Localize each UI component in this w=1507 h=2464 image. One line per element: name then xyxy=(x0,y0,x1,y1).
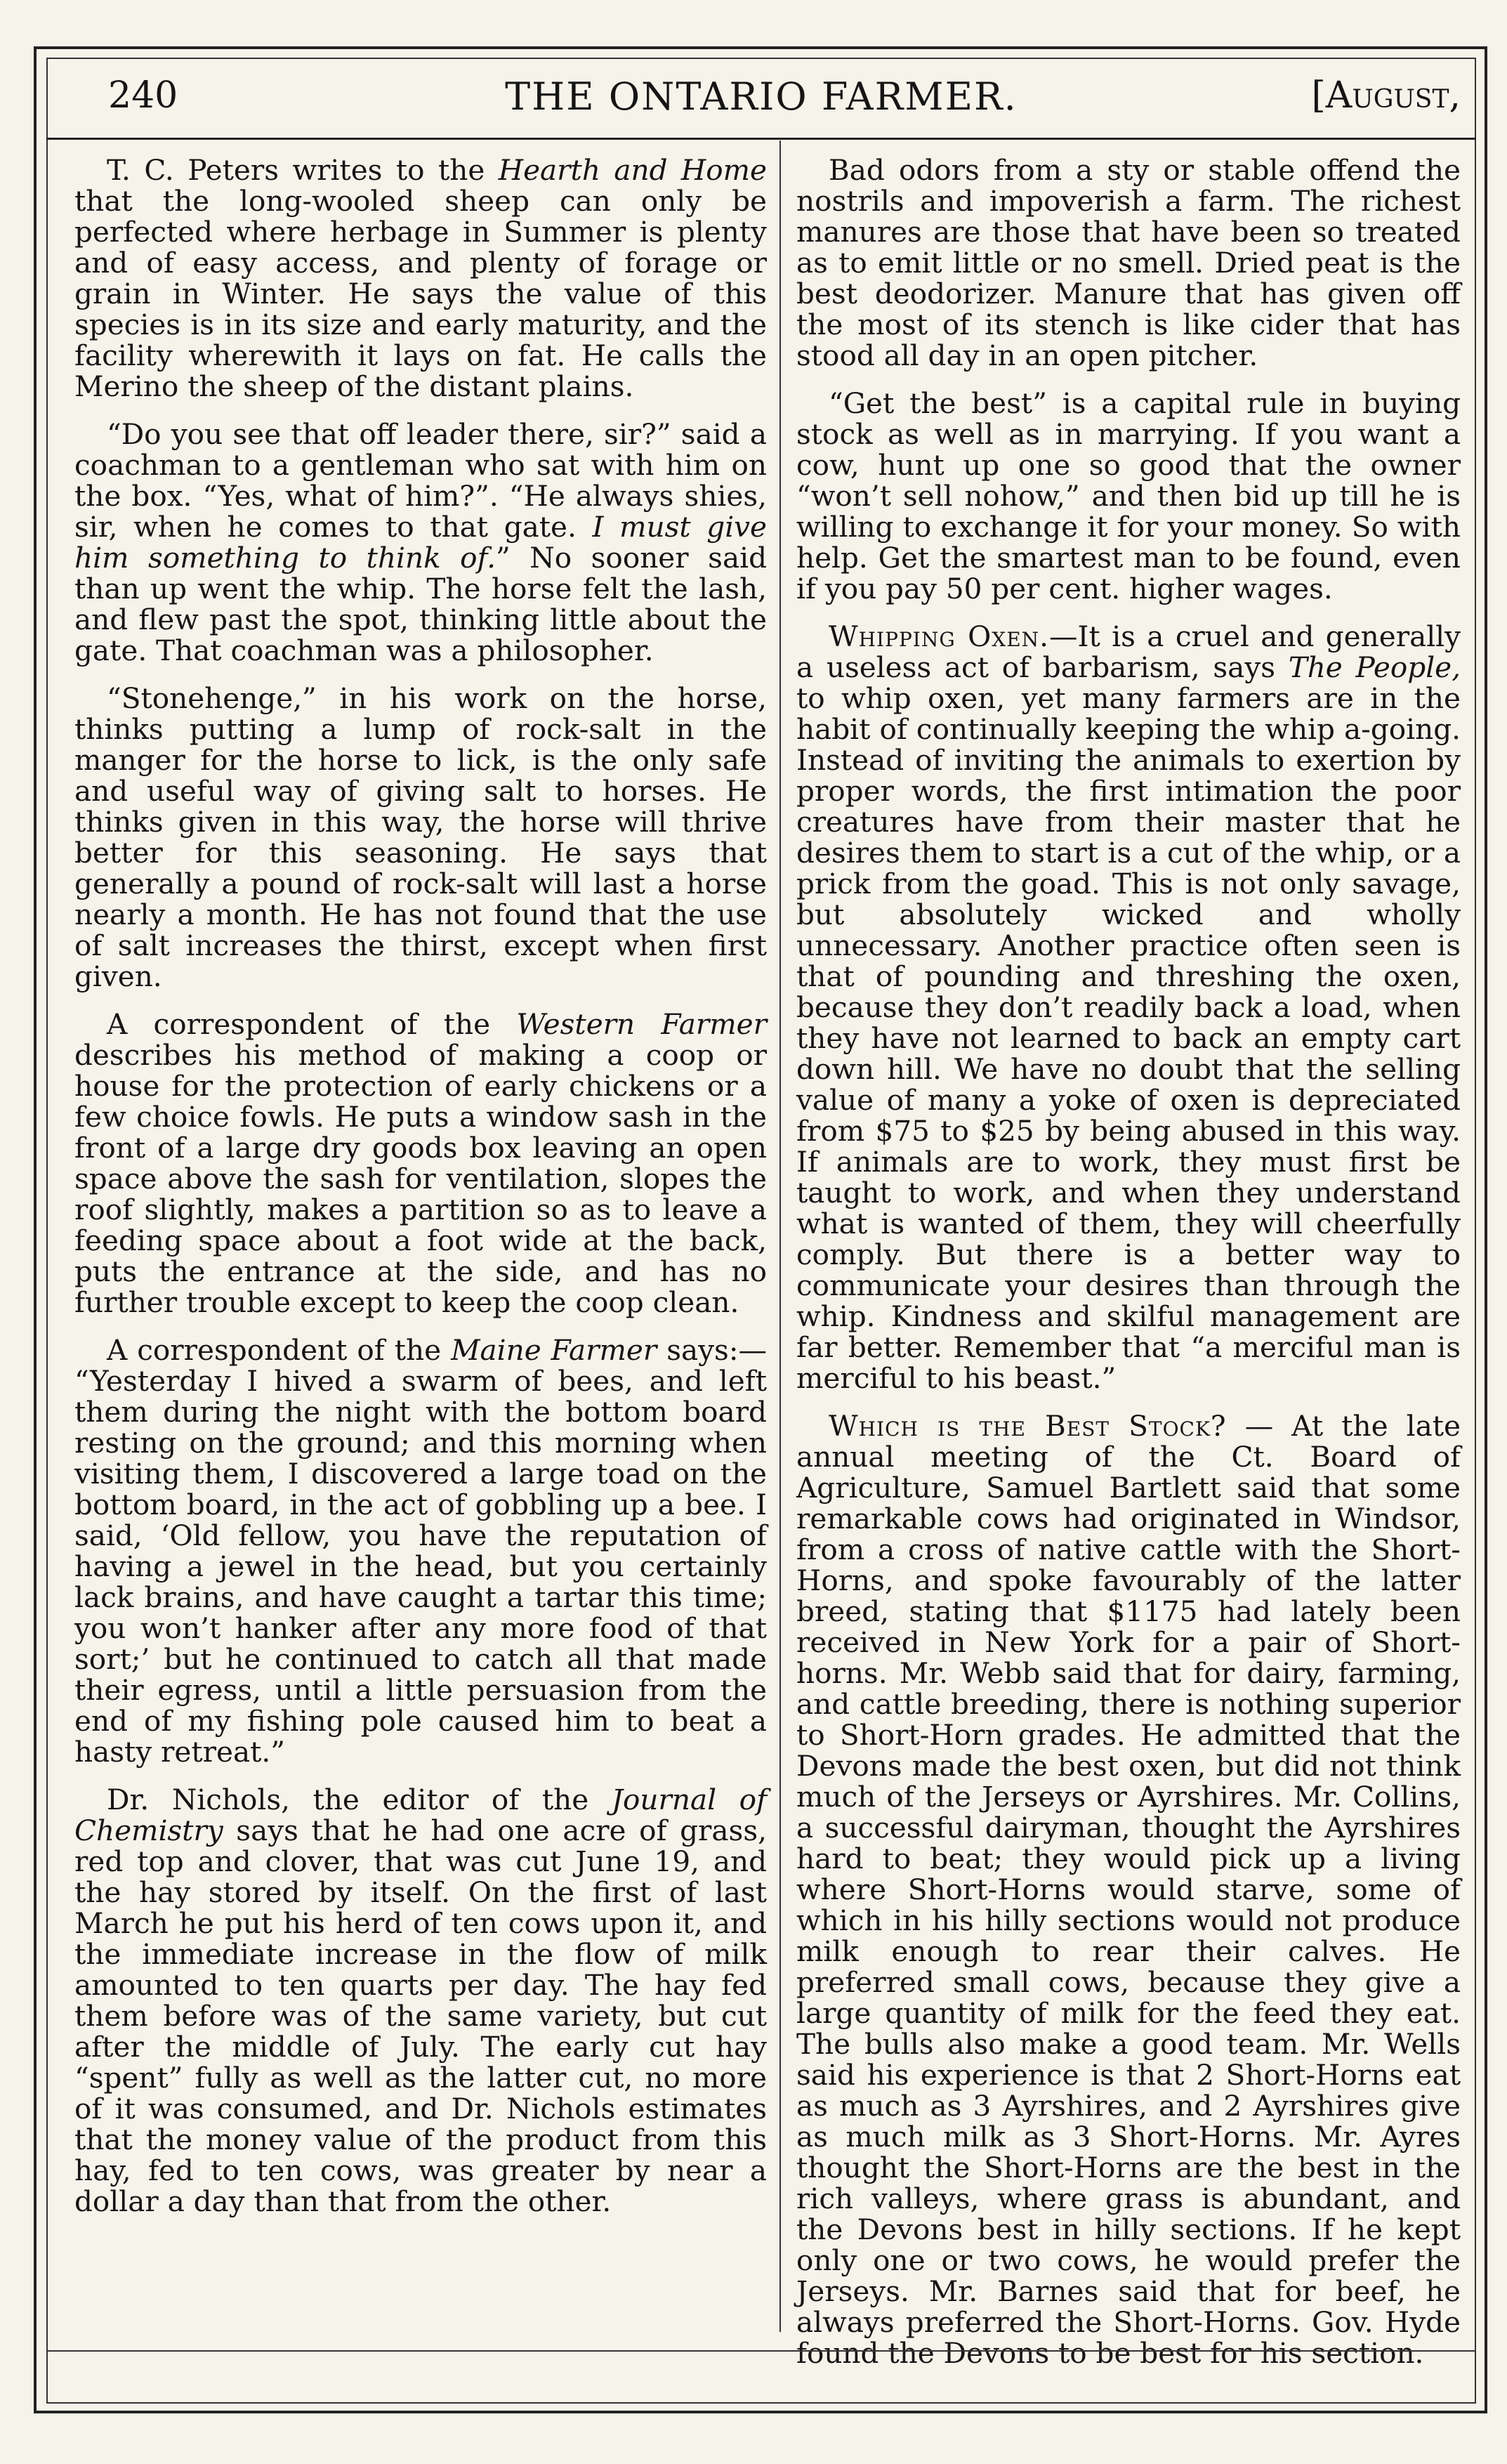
body-text: Bad odors from a sty or stable offend the nostrils and impoverish a farm. The richest manures are those that have been so treated as to emit little or no smell. Dried peat is the best deodorizer. Manure that has given off the most of its stench is like cider that has stood all day in an open pitcher. xyxy=(796,153,1461,372)
article-paragraph xyxy=(74,1335,767,1767)
article-paragraph xyxy=(796,388,1461,604)
journal-title: THE ONTARIO FARMER. xyxy=(505,74,1018,119)
body-text: — At the late annual meeting of the Ct. Board of Agriculture, Samuel Bartlett said that some remarkable cows had originated in Windsor, from a cross of native cattle with the Short-Horns, and spoke favourably of the latter breed, stating that $1175 had lately been received in New York for a pair of Short-horns. Mr. Webb said that for dairy, farming, and cattle breeding, there is nothing superior to Short-Horn grades. He admitted that the Devons made the best oxen, but did not think much of the Jerseys or Ayrshires. Mr. Collins, a successful dairyman, thought the Ayrshires hard to beat; they would pick up a living where Short-Horns would starve, some of which in his hilly sections would not produce milk enough to rear their calves. He preferred small cows, because they give a large quantity of milk for the feed they eat. The bulls also make a good team. Mr. Wells said his experience is that 2 Short-Horns eat as much as 3 Ayrshires, and 2 Ayrshires give as much milk as 3 Short-Horns. Mr. Ayres thought the Short-Horns are the best in the rich valleys, where grass is abundant, and the Devons best in hilly sections. If he kept only one or two cows, he would prefer the Jerseys. Mr. Barnes said that for beef, he always preferred the Short-Horns. Gov. Hyde found the Devons to be best for his section. xyxy=(796,1409,1461,2370)
body-text: “Get the best” is a capital rule in buying stock as well as in marrying. If you want a cow, hunt up one so good that the owner “won’t sell nohow,” and then bid up till he is willing to exchange it for your money. So with help. Get the smartest man to be found, even if you pay 50 per cent. higher wages. xyxy=(796,386,1461,605)
body-text: describes his method of making a coop or house for the protection of early chickens or a few choice fowls. He puts a window sash in the front of a large dry goods box leaving an open space above the sash for ventilation, slopes the roof slightly, makes a partition so as to leave a feeding space about a foot wide at the back, puts the entrance at the side, and has no further trouble except to keep the coop clean. xyxy=(74,1038,767,1319)
page-number: 240 xyxy=(108,74,178,117)
article-paragraph xyxy=(74,683,767,992)
body-text: says:— “Yesterday I hived a swarm of bees, and left them during the night with the bottom board resting on the ground; and this morning when visiting them, I discovered a large toad on the bottom board, in the act of gobbling up a bee. I said, ‘Old fellow, you have the reputation of having a jewel in the head, but you certainly lack brains, and have caught a tartar this time; you won’t hanker after any more food of that sort;’ but he continued to catch all that made their egress, until a little persuasion from the end of my fishing pole caused him to beat a hasty retreat.” xyxy=(74,1333,767,1769)
body-text: “Stonehenge,” in his work on the horse, thinks putting a lump of rock-salt in the manger for the horse to lick, is the only safe and useful way of giving salt to horses. He thinks given in this way, the horse will thrive better for this seasoning. He says that generally a pound of rock-salt will last a horse nearly a month. He has not found that the use of salt increases the thirst, except when first given. xyxy=(74,681,767,993)
column-divider xyxy=(779,140,781,2332)
body-text: “Do you see that off leader there, sir?” said a coachman to a gentleman who sat with him on the box. “Yes, what of him?”. “He always shies, sir, when he comes to that gate. xyxy=(74,417,767,544)
issue-month: [August, xyxy=(1311,74,1461,117)
article-paragraph xyxy=(796,1410,1461,2368)
article-paragraph xyxy=(74,1009,767,1318)
italic-text: Maine Farmer xyxy=(451,1333,657,1367)
left-column xyxy=(74,155,767,2234)
body-text: Dr. Nichols, the editor of the xyxy=(107,1783,612,1816)
body-text: A correspondent of the xyxy=(107,1007,517,1041)
section-heading: Which is the Best Stock? xyxy=(829,1409,1227,1443)
header-rule xyxy=(46,138,1476,140)
italic-text: I must give him something to think of. xyxy=(74,510,767,575)
body-text: that the long-wooled sheep can only be perfected where herbage in Summer is plenty and of easy access, and plenty of forage or grain in Winter. He says the value of this species is in its size and early maturity, and the facility wherewith it lays on fat. He calls the Merino the sheep of the distant plains. xyxy=(74,184,767,403)
italic-text: Journal of Chemistry xyxy=(74,1783,767,1847)
body-text: T. C. Peters writes to the xyxy=(107,153,499,187)
body-text: A correspondent of the xyxy=(107,1333,452,1367)
article-paragraph xyxy=(796,155,1461,371)
body-text: to whip oxen, yet many farmers are in the habit of continually keeping the whip a-going. Instead of inviting the animals to exertion by proper words, the first intimation the poor creatures have from their master that he desires them to start is a cut of the whip, or a prick from the goad. This is not only savage, but absolutely wicked and wholly unnecessary. Another practice often seen is that of pounding and threshing the oxen, because they don’t readily back a load, when they have not learned to back an empty cart down hill. We have no doubt that the selling value of many a yoke of oxen is depreciated from $75 to $25 by being abused in this way. If animals are to work, they must first be taught to work, and when they understand what is wanted of them, they will cheerfully comply. But there is a better way to communicate your desires than through the whip. Kindness and skilful management are far better. Remember that “a merciful man is merciful to his beast.” xyxy=(796,681,1461,1395)
body-text: —It is a cruel and generally a useless act of barbarism, says xyxy=(796,620,1461,684)
italic-text: The People, xyxy=(1288,650,1461,684)
right-column xyxy=(796,155,1461,2385)
italic-text: Hearth and Home xyxy=(498,153,767,187)
article-paragraph xyxy=(74,155,767,402)
section-heading: Whipping Oxen. xyxy=(829,620,1050,653)
article-paragraph xyxy=(796,621,1461,1394)
body-text: ” No sooner said than up went the whip. The horse felt the lash, and flew past the spot, thinking little about the gate. That coachman was a philosopher. xyxy=(74,541,767,667)
italic-text: Western Farmer xyxy=(516,1007,767,1041)
footer-rule xyxy=(46,2350,1476,2352)
article-paragraph xyxy=(74,419,767,666)
running-header xyxy=(46,70,1476,133)
article-paragraph xyxy=(74,1784,767,2217)
body-text: says that he had one acre of grass, red top and clover, that was cut June 19, and the hay stored by itself. On the first of last March he put his herd of ten cows upon it, and the immediate increase in the flow of milk amounted to ten quarts per day. The hay fed them before was of the same variety, but cut after the middle of July. The early cut hay “spent” fully as well as the latter cut, no more of it was consumed, and Dr. Nichols estimates that the money value of the product from this hay, fed to ten cows, was greater by near a dollar a day than that from the other. xyxy=(74,1814,767,2218)
